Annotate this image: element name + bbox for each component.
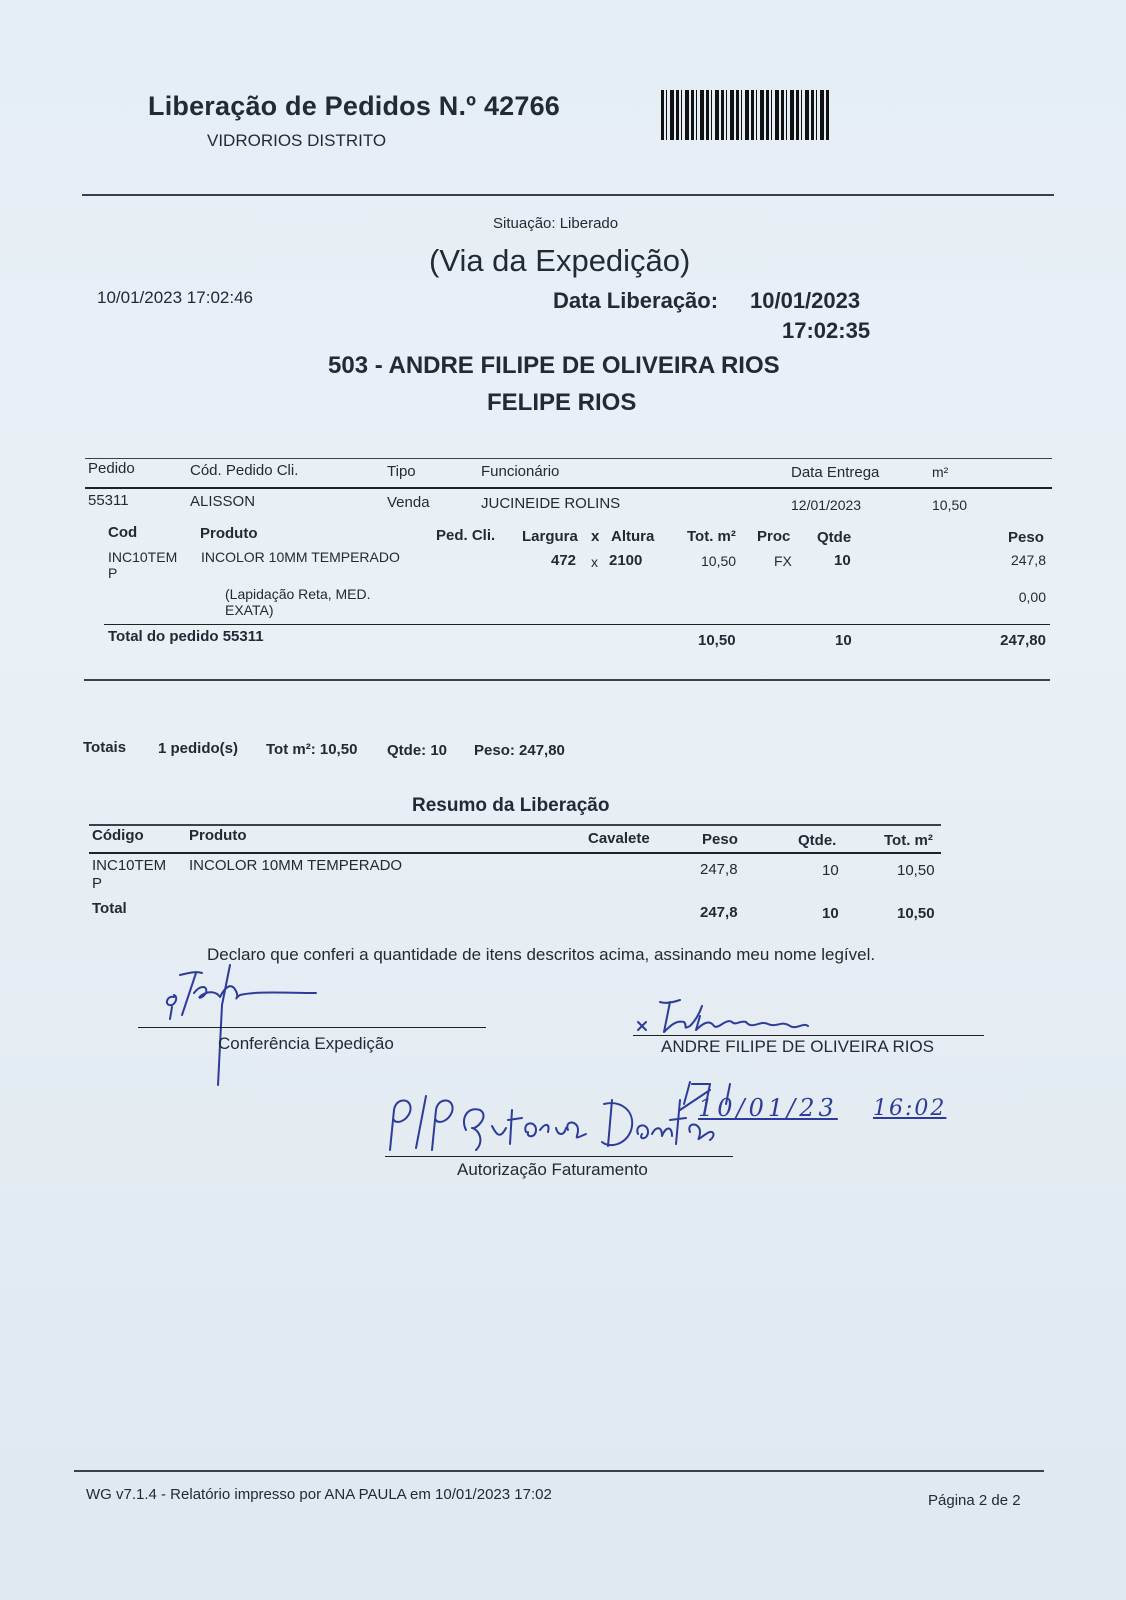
item-height: 2100 bbox=[609, 552, 643, 569]
order-table-top-rule bbox=[85, 458, 1052, 459]
item-header-ped-cli: Ped. Cli. bbox=[436, 527, 496, 544]
item-header-x: x bbox=[591, 528, 600, 545]
totals-qty: Qtde: 10 bbox=[387, 742, 448, 759]
header-divider bbox=[82, 194, 1054, 196]
print-datetime: 10/01/2023 17:02:46 bbox=[97, 288, 253, 307]
order-total-label: Total do pedido 55311 bbox=[108, 628, 264, 645]
summary-code-line1: INC10TEM bbox=[92, 857, 167, 874]
col-header-m2: m² bbox=[932, 464, 949, 480]
conference-signature-line bbox=[138, 1027, 486, 1028]
item-weight: 247,8 bbox=[1010, 552, 1046, 568]
client-signature-line bbox=[633, 1035, 984, 1036]
col-header-funcionario: Funcionário bbox=[481, 463, 560, 480]
item-qty: 10 bbox=[834, 552, 851, 569]
summary-product: INCOLOR 10MM TEMPERADO bbox=[189, 857, 403, 874]
footer-divider bbox=[74, 1470, 1044, 1472]
summary-weight: 247,8 bbox=[700, 861, 738, 878]
item-note-line1: (Lapidação Reta, MED. bbox=[225, 586, 371, 602]
item-code-line2: P bbox=[108, 565, 118, 581]
summary-title: Resumo da Liberação bbox=[412, 795, 610, 816]
summary-total-m2: 10,50 bbox=[897, 905, 935, 922]
col-header-pedido: Pedido bbox=[88, 460, 135, 477]
release-time: 17:02:35 bbox=[782, 318, 871, 343]
item-total-rule bbox=[104, 624, 1050, 625]
item-note-line2: EXATA) bbox=[225, 602, 274, 618]
summary-total-label: Total bbox=[92, 900, 127, 917]
order-employee: JUCINEIDE ROLINS bbox=[481, 495, 621, 512]
client-signature-label: ANDRE FILIPE DE OLIVEIRA RIOS bbox=[661, 1037, 935, 1056]
summary-total-qty: 10 bbox=[822, 905, 839, 922]
order-table-header-rule bbox=[85, 487, 1052, 489]
auth-label: Autorização Faturamento bbox=[457, 1160, 648, 1179]
item-code-line1: INC10TEM bbox=[108, 549, 178, 565]
totals-m2: Tot m²: 10,50 bbox=[266, 741, 358, 758]
order-total-weight: 247,80 bbox=[1000, 632, 1046, 649]
footer-printed-by: WG v7.1.4 - Relatório impresso por ANA PAULA em 10/01/2023 17:02 bbox=[86, 1486, 552, 1503]
via-title: (Via da Expedição) bbox=[429, 243, 691, 278]
item-note-weight: 0,00 bbox=[1018, 589, 1046, 605]
release-date: 10/01/2023 bbox=[750, 288, 861, 313]
summary-header-tot-m2: Tot. m² bbox=[884, 832, 933, 849]
item-header-qtde: Qtde bbox=[817, 529, 852, 546]
conference-signature bbox=[136, 955, 336, 1095]
auth-signature bbox=[380, 1070, 940, 1170]
summary-qty: 10 bbox=[822, 862, 839, 879]
order-delivery-date: 12/01/2023 bbox=[791, 497, 862, 513]
handwritten-date: 10/01/23 bbox=[698, 1094, 838, 1122]
item-width: 472 bbox=[551, 552, 577, 569]
summary-header-produto: Produto bbox=[189, 827, 247, 844]
item-header-largura: Largura bbox=[522, 528, 578, 545]
item-proc: FX bbox=[774, 553, 792, 569]
summary-top-rule bbox=[89, 824, 941, 826]
client-alias: FELIPE RIOS bbox=[487, 389, 637, 416]
order-client-code: ALISSON bbox=[190, 493, 256, 510]
item-x-separator: x bbox=[591, 554, 598, 570]
barcode bbox=[661, 90, 831, 140]
item-header-proc: Proc bbox=[757, 528, 791, 545]
summary-tot-m2: 10,50 bbox=[897, 862, 935, 879]
handwritten-time: 16:02 bbox=[873, 1096, 947, 1121]
conference-label: Conferência Expedição bbox=[218, 1034, 394, 1053]
client-name: 503 - ANDRE FILIPE DE OLIVEIRA RIOS bbox=[328, 352, 780, 379]
declaration-text: Declaro que conferi a quantidade de itens descritos acima, assinando meu nome legível. bbox=[207, 945, 876, 964]
summary-code-line2: P bbox=[92, 875, 103, 892]
item-header-altura: Altura bbox=[611, 528, 655, 545]
summary-header-rule bbox=[89, 852, 941, 854]
order-m2: 10,50 bbox=[932, 497, 968, 513]
footer-page-number: Página 2 de 2 bbox=[928, 1492, 1021, 1509]
item-product: INCOLOR 10MM TEMPERADO bbox=[201, 549, 400, 565]
summary-header-cavalete: Cavalete bbox=[588, 830, 650, 847]
totals-orders: 1 pedido(s) bbox=[158, 740, 239, 757]
summary-total-weight: 247,8 bbox=[700, 904, 738, 921]
release-date-label: Data Liberação: bbox=[553, 288, 719, 313]
item-header-cod: Cod bbox=[108, 524, 138, 541]
status-text: Situação: Liberado bbox=[493, 215, 619, 232]
summary-header-qtde: Qtde. bbox=[798, 832, 837, 849]
item-header-tot-m2: Tot. m² bbox=[687, 528, 736, 545]
document-title: Liberação de Pedidos N.º 42766 bbox=[148, 91, 561, 121]
item-header-peso: Peso bbox=[1008, 529, 1044, 546]
totals-label: Totais bbox=[83, 739, 127, 756]
summary-header-codigo: Código bbox=[92, 827, 144, 844]
order-total-m2: 10,50 bbox=[698, 632, 736, 649]
order-total-qty: 10 bbox=[835, 632, 852, 649]
summary-header-peso: Peso bbox=[702, 831, 738, 848]
totals-weight: Peso: 247,80 bbox=[474, 742, 565, 759]
col-header-cod-pedido-cli: Cód. Pedido Cli. bbox=[190, 462, 299, 479]
item-header-produto: Produto bbox=[200, 525, 258, 542]
item-tot-m2: 10,50 bbox=[701, 553, 737, 569]
auth-signature-line bbox=[385, 1156, 733, 1157]
col-header-tipo: Tipo bbox=[387, 463, 416, 480]
order-number: 55311 bbox=[88, 492, 129, 509]
order-type: Venda bbox=[387, 494, 430, 511]
company-name: VIDRORIOS DISTRITO bbox=[207, 131, 387, 150]
col-header-data-entrega: Data Entrega bbox=[791, 464, 880, 481]
order-section-divider bbox=[84, 679, 1050, 681]
